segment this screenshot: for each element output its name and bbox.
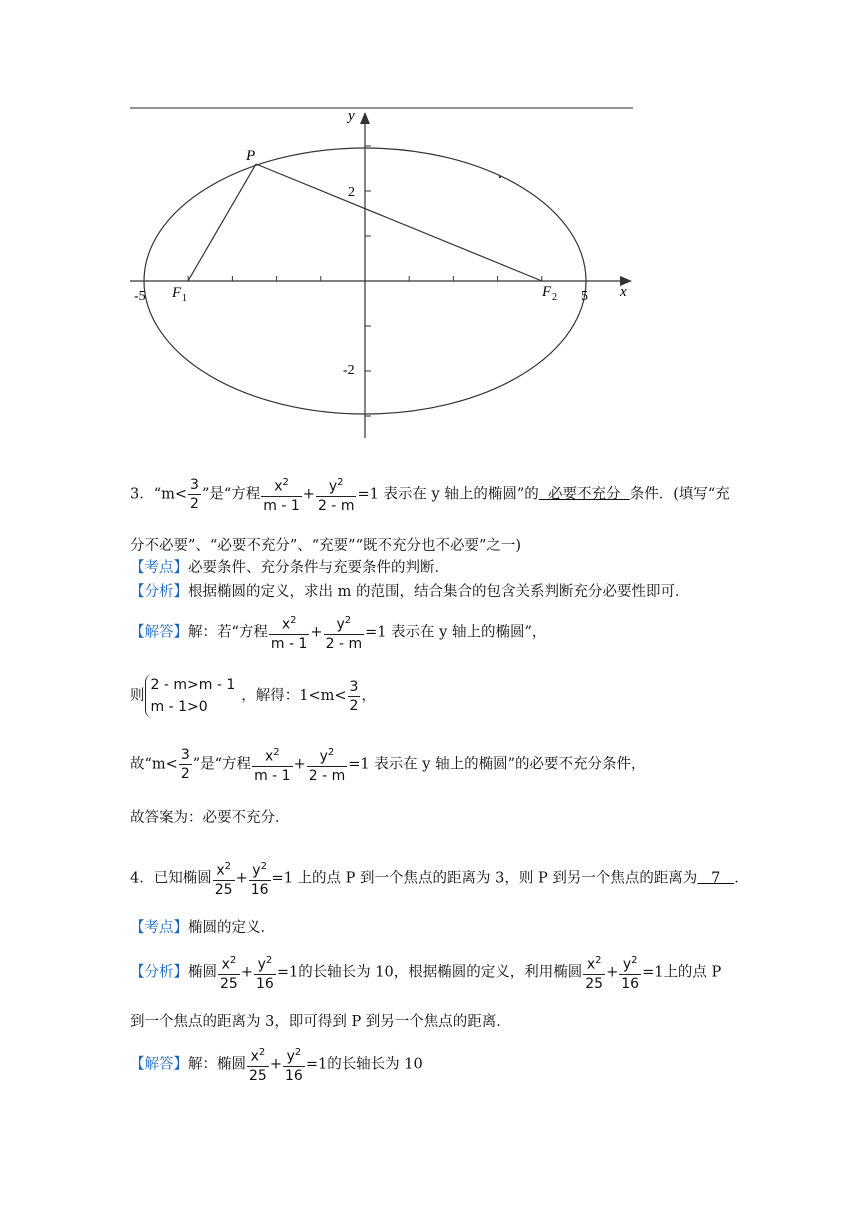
- label-f2-sub: 2: [552, 292, 557, 303]
- q3-fenxi: 【分析】根据椭圆的定义，求出 m 的范围，结合集合的包含关系判断充分必要性即可．: [130, 584, 690, 600]
- label-p: P: [246, 148, 256, 164]
- ellipse-figure: [0, 0, 860, 460]
- y-axis-arrow-icon: [360, 112, 370, 124]
- fraction: $\frac{x^2}{25}$: [583, 952, 605, 993]
- fraction: $\frac{y^2}{16}$: [619, 952, 641, 993]
- q3-answer: 必要不充分: [538, 486, 630, 503]
- q4-fenxi: 【分析】椭圆 $\frac{x^2}{25}$ + $\frac{y^2}{16}$ =1的长轴长为 10，根据椭圆的定义，利用椭圆 $\frac{x^2}{25}$ + $\frac{y^2}{16}$ =1上的点 P: [130, 952, 721, 993]
- q3-kaodian: 【考点】必要条件、充分条件与充要条件的判断．: [130, 560, 449, 576]
- q4-fenxi-line2: 到一个焦点的距离为 3，即可得到 P 到另一个焦点的距离．: [130, 1014, 511, 1030]
- fraction: $\frac{x^2}{m - 1}$: [252, 744, 293, 785]
- q4-kaodian: 【考点】椭圆的定义．: [130, 920, 275, 936]
- label-x: x: [620, 284, 627, 300]
- fraction: $\frac{y^2}{16}$: [283, 1044, 305, 1085]
- label-neg2: -2: [343, 363, 355, 378]
- q3-final-answer: 故答案为：必要不充分．: [130, 810, 290, 826]
- q4-jieda: 【解答】解：椭圆 $\frac{x^2}{25}$ + $\frac{y^2}{16}$ =1的长轴长为 10: [130, 1044, 423, 1085]
- label-y: y: [348, 108, 355, 124]
- q4-stem: 4．已知椭圆 $\frac{x^2}{25}$ + $\frac{y^2}{16}$ =1 上的点 P 到一个焦点的距离为 3，则 P 到另一个焦点的距离为 7 ．: [130, 858, 749, 899]
- fraction: $\frac{3}{2}$: [180, 746, 190, 782]
- label-pos2: 2: [348, 185, 355, 200]
- fraction: $\frac{y^2}{16}$: [249, 858, 271, 899]
- fraction: $\frac{x^2}{m - 1}$: [261, 474, 302, 515]
- fraction: $\frac{y^2}{2 - m}$: [316, 474, 357, 515]
- q4-answer: 7: [697, 870, 735, 887]
- fraction: $\frac{y^2}{16}$: [254, 952, 276, 993]
- q3-stem: 3．“m< $\frac{3}{2}$ ”是“方程 $\frac{x^2}{m - 1}$ + $\frac{y^2}{2 - m}$ =1 表示在 y 轴上的椭圆”的 必要不充分 条件．(填写“充: [130, 474, 730, 515]
- inequality-system: 2 - m>m - 1 m - 1>0: [145, 674, 236, 718]
- fraction: $\frac{y^2}{2 - m}$: [307, 744, 348, 785]
- label-f1-sub: 1: [182, 293, 187, 304]
- fraction: $\frac{y^2}{2 - m}$: [324, 612, 365, 653]
- label-f1: F: [172, 285, 182, 301]
- q3-jieda: 【解答】解：若“方程 $\frac{x^2}{m - 1}$ + $\frac{y^2}{2 - m}$ =1 表示在 y 轴上的椭圆”，: [130, 612, 546, 653]
- fraction: $\frac{x^2}{25}$: [218, 952, 240, 993]
- q3-conclusion: 故“m< $\frac{3}{2}$ ”是“方程 $\frac{x^2}{m - 1}$ + $\frac{y^2}{2 - m}$ =1 表示在 y 轴上的椭圆”的必要不充分条件，: [130, 744, 646, 785]
- fraction: $\frac{3}{2}$: [349, 678, 359, 714]
- segment-pf1: [188, 164, 256, 281]
- segment-pf2: [256, 164, 542, 281]
- fraction: $\frac{3}{2}$: [190, 476, 199, 512]
- q3-system: 则 2 - m>m - 1 m - 1>0 ，解得：1<m< $\frac{3}{2}$ ，: [130, 674, 376, 718]
- fraction: $\frac{x^2}{m - 1}$: [269, 612, 310, 653]
- fraction: $\frac{x^2}{25}$: [213, 858, 235, 899]
- fraction: $\frac{x^2}{25}$: [247, 1044, 269, 1085]
- label-f2: F: [542, 284, 552, 300]
- label-neg5: -5: [134, 289, 146, 304]
- label-pos5: 5: [581, 289, 588, 304]
- dot-mark: [499, 176, 501, 178]
- q3-stem-line2: 分不必要”、“必要不充分”、“充要”“既不充分也不必要”之一): [130, 538, 522, 554]
